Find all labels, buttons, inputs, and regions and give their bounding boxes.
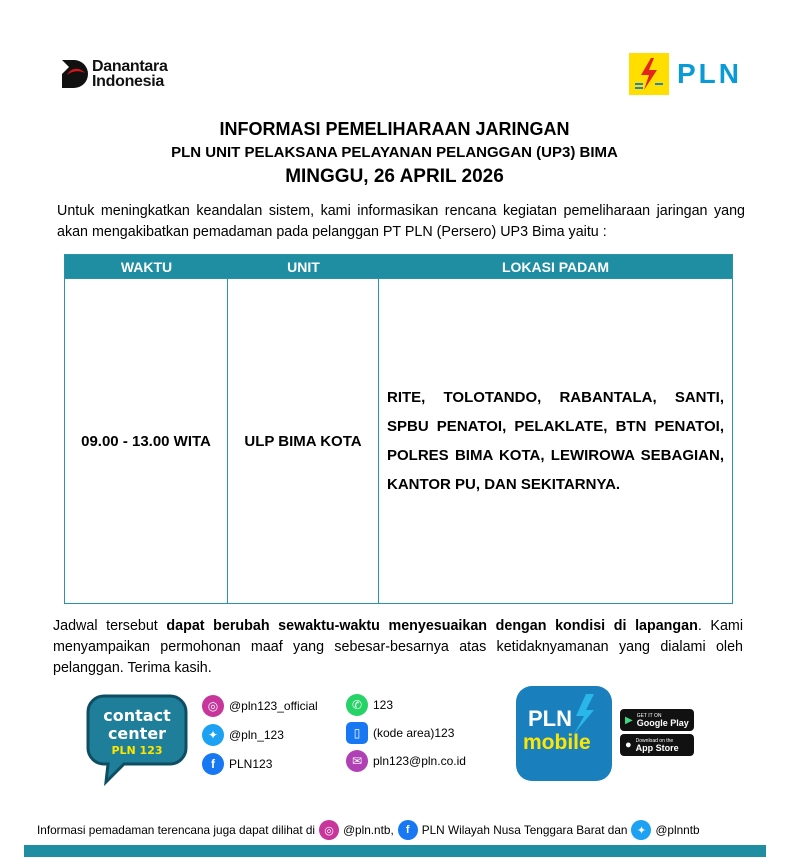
facebook-icon: f xyxy=(202,753,224,775)
pln-wordmark: PLN xyxy=(677,58,742,89)
twitter-icon: ✦ xyxy=(202,724,224,746)
google-play-big: Google Play xyxy=(636,717,689,728)
email-contact[interactable] xyxy=(346,750,466,772)
instagram-contact[interactable] xyxy=(202,695,318,717)
facebook-contact[interactable] xyxy=(202,753,272,775)
pln-mobile-line1: PLN xyxy=(528,706,572,731)
footer-twitter[interactable]: @plnntb xyxy=(655,823,700,837)
footer-lead: Informasi pemadaman terencana juga dapat dilihat di xyxy=(37,823,316,837)
twitter-contact[interactable] xyxy=(202,724,284,746)
page-subtitle: PLN UNIT PELAKSANA PELAYANAN PELANGGAN (UP3) BIMA xyxy=(171,144,618,161)
footer-instagram-icon: ◎ xyxy=(319,820,339,840)
contact-center-logo xyxy=(86,690,188,786)
contact-line2: center xyxy=(107,724,167,743)
phone-contact[interactable] xyxy=(346,722,454,744)
app-store-badge[interactable] xyxy=(620,734,694,756)
email-address: pln123@pln.co.id xyxy=(373,754,466,768)
twitter-handle: @pln_123 xyxy=(229,728,284,742)
header-lokasi: LOKASI PADAM xyxy=(501,258,610,275)
whatsapp-number: 123 xyxy=(373,698,394,712)
page-title: INFORMASI PEMELIHARAAN JARINGAN xyxy=(219,119,570,139)
cell-lokasi xyxy=(379,279,732,603)
note-bold: dapat berubah sewaktu-waktu menyesuaikan dengan kondisi di lapangan xyxy=(166,618,698,634)
lokasi-text: RITE, TOLOTANDO, RABANTALA, SANTI, SPBU PENATOI, PELAKLATE, BTN PENATOI, POLRES BIMA KOTA, LEWIROWA SEBAGIAN, KANTOR PU, DAN SEKITARNYA. xyxy=(387,389,724,493)
danantara-line2: Indonesia xyxy=(92,73,164,90)
page-date: MINGGU, 26 APRIL 2026 xyxy=(285,166,504,187)
table-row xyxy=(65,278,732,603)
cell-waktu: 09.00 - 13.00 WITA xyxy=(65,279,228,603)
email-icon: ✉ xyxy=(346,750,368,772)
footer-facebook-icon: f xyxy=(398,820,418,840)
note-pre: Jadwal tersebut xyxy=(53,618,167,634)
contact-line1: contact xyxy=(103,706,171,725)
footer-twitter-icon: ✦ xyxy=(631,820,651,840)
app-store-small: Download on the xyxy=(635,737,674,744)
header-waktu: WAKTU xyxy=(120,258,173,275)
contact-center-bubble-icon xyxy=(86,690,188,786)
app-store-big: App Store xyxy=(635,742,679,753)
header-unit: UNIT xyxy=(287,258,320,275)
facebook-handle: PLN123 xyxy=(229,757,273,771)
instagram-icon: ◎ xyxy=(202,695,224,717)
note-post: . Kami menyampaikan permohonan maaf yang sebesar-besarnya atas ketidaknyamanan yang dialami oleh pelanggan. Terima kasih. xyxy=(53,618,744,676)
table-header xyxy=(65,255,732,278)
pln-lightning-icon xyxy=(629,53,669,95)
intro-paragraph: Untuk meningkatkan keandalan sistem, kami informasikan rencana kegiatan pemeliharaan jaringan yang akan mengakibatkan pemadaman pada pelanggan PT PLN (Persero) UP3 Bima yaitu : xyxy=(57,203,745,240)
footer-bar xyxy=(24,845,766,857)
instagram-handle: @pln123_official xyxy=(229,699,318,713)
footer-facebook[interactable]: PLN Wilayah Nusa Tenggara Barat dan xyxy=(421,823,628,837)
danantara-mark-icon xyxy=(60,58,88,90)
whatsapp-contact[interactable] xyxy=(346,694,393,716)
google-play-badge[interactable] xyxy=(620,709,694,731)
maintenance-table xyxy=(64,254,733,604)
google-play-icon: ▶ xyxy=(625,714,633,726)
google-play-small: GET IT ON xyxy=(636,712,662,719)
pln-mobile-line2: mobile xyxy=(523,731,591,754)
contact-line3: PLN 123 xyxy=(111,744,163,757)
pln-logo xyxy=(629,53,742,95)
pln-mobile-app-icon[interactable] xyxy=(516,686,612,781)
danantara-line1: Danantara xyxy=(92,58,168,75)
whatsapp-icon: ✆ xyxy=(346,694,368,716)
apple-icon: ● xyxy=(625,739,632,751)
footer-instagram[interactable]: @pln.ntb, xyxy=(343,823,394,837)
phone-icon: ▯ xyxy=(346,722,368,744)
disclaimer-paragraph xyxy=(53,616,743,679)
danantara-wordmark xyxy=(92,59,168,89)
title-block xyxy=(0,118,789,189)
cell-unit: ULP BIMA KOTA xyxy=(228,279,379,603)
phone-number: (kode area)123 xyxy=(373,726,455,740)
danantara-logo xyxy=(60,58,168,90)
footer-line xyxy=(37,820,767,840)
